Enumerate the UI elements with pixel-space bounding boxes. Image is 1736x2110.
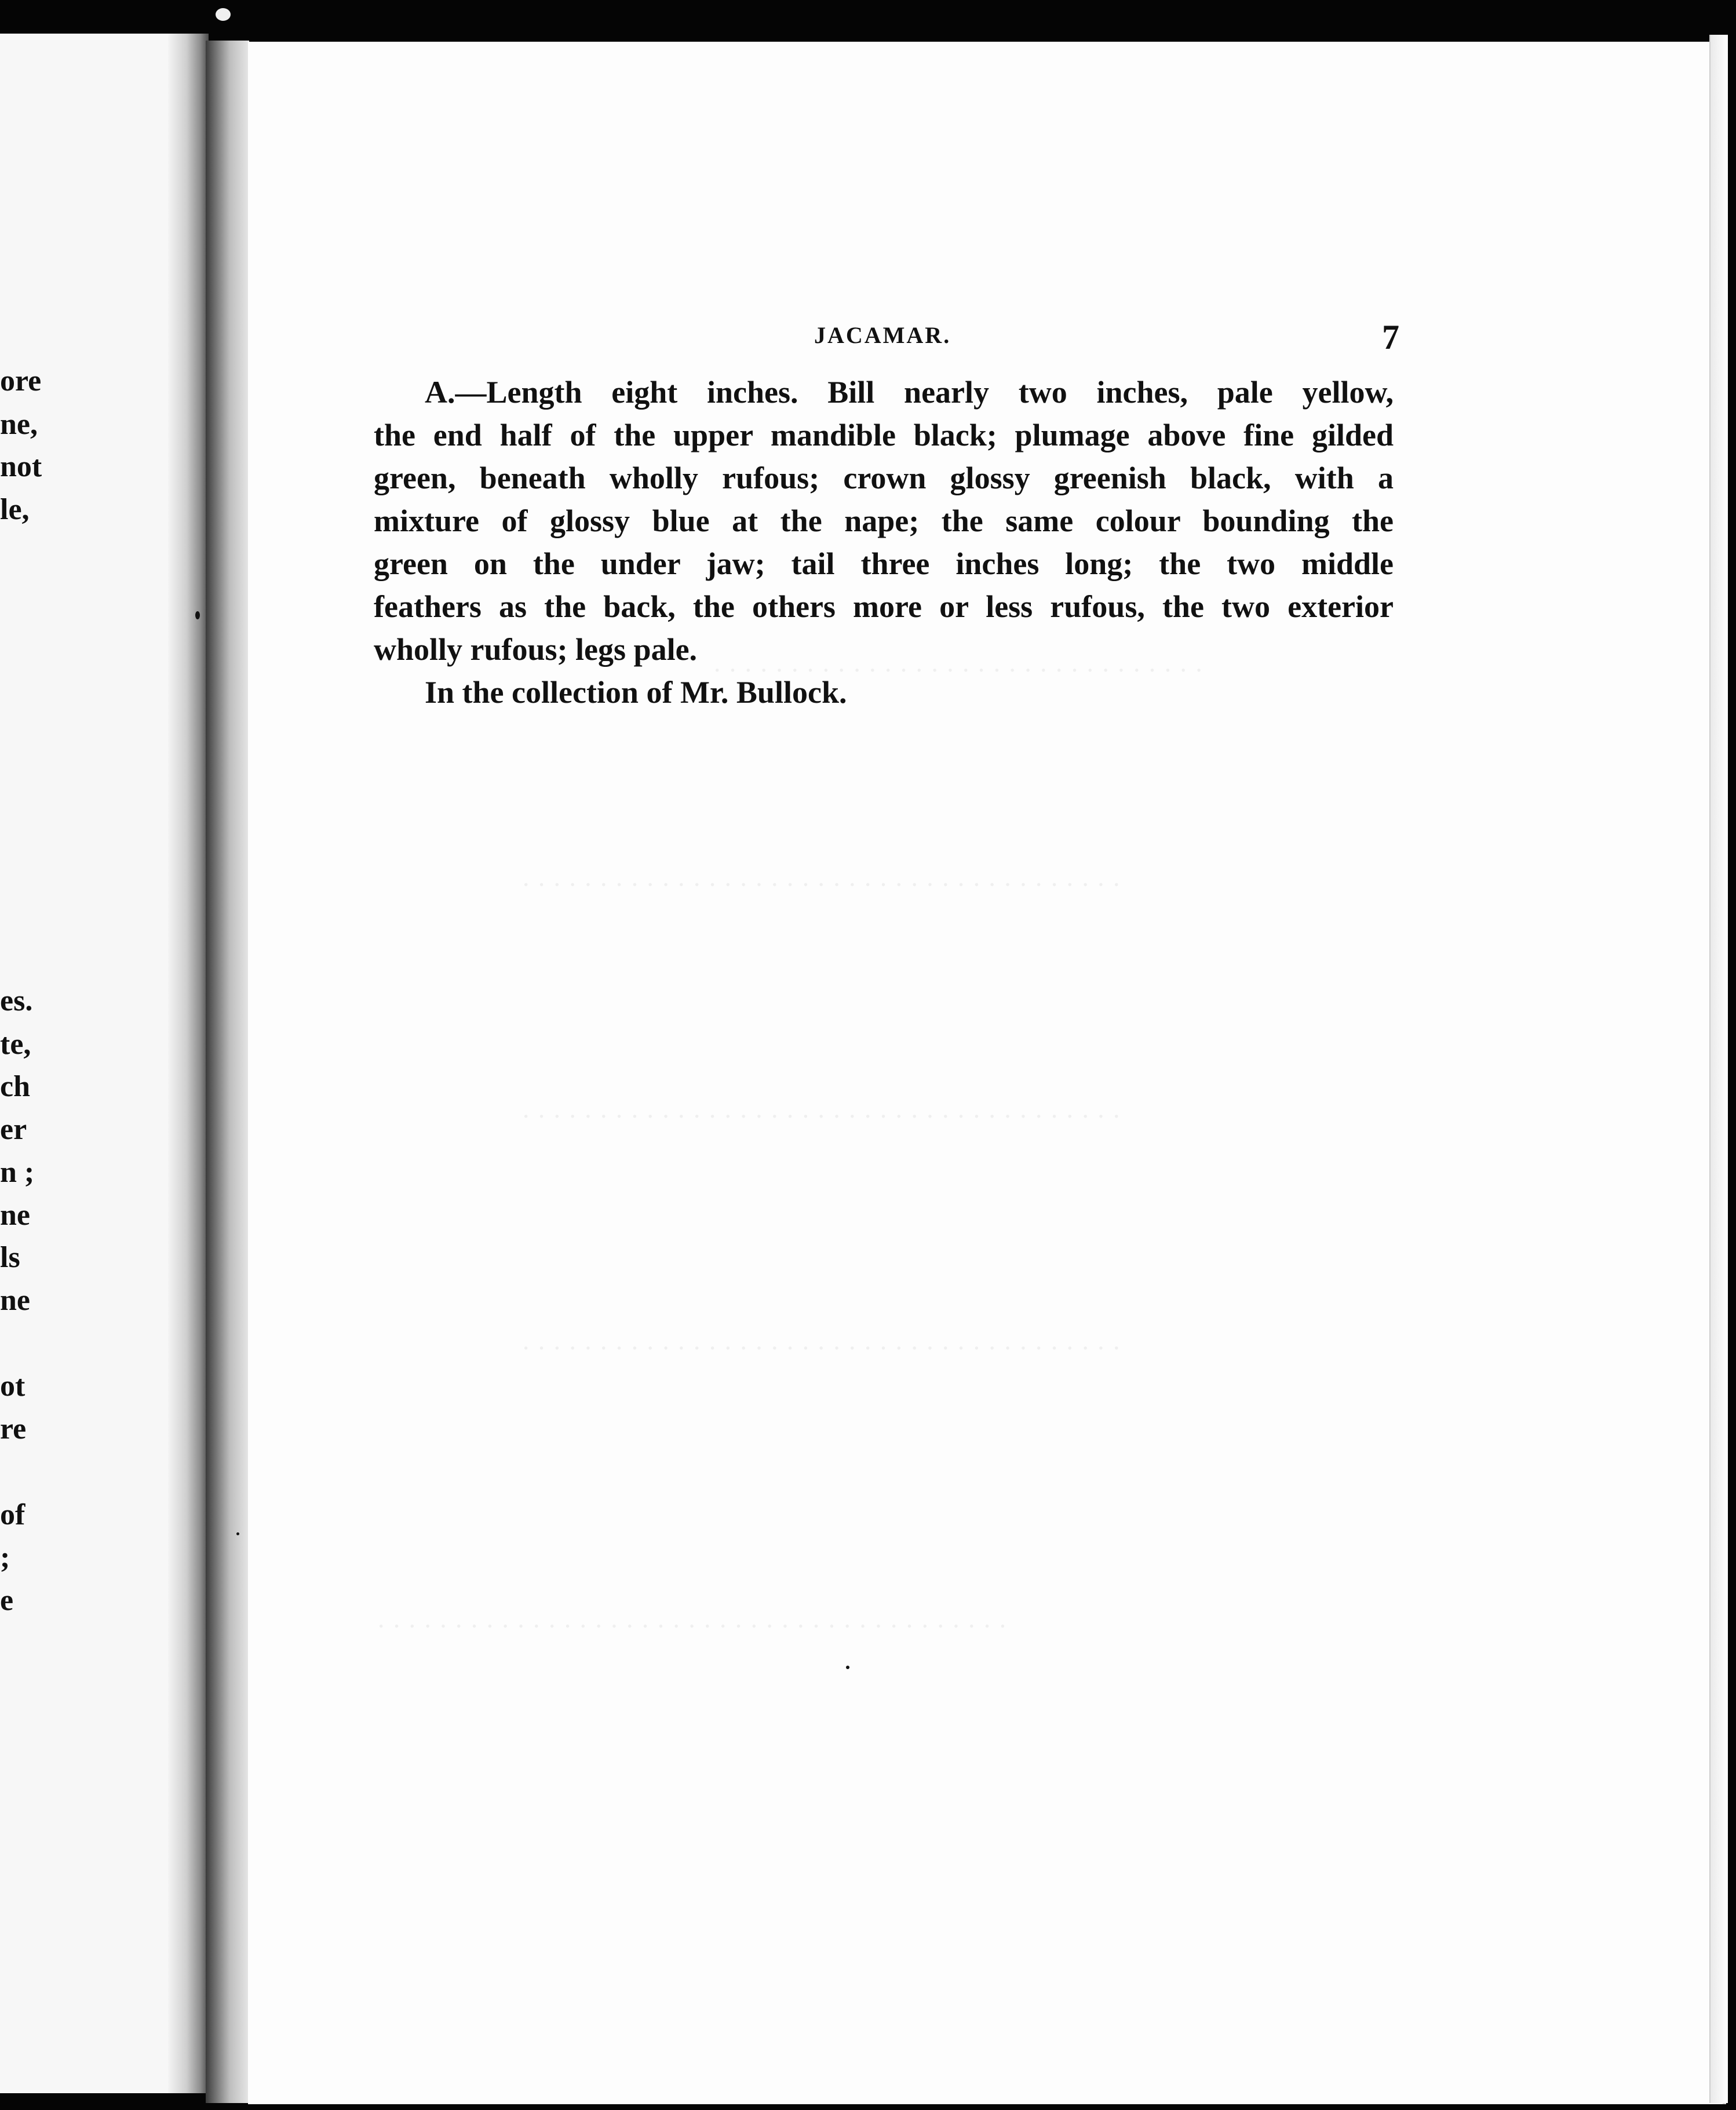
page-edge	[1709, 35, 1728, 2103]
text-line: feathers as the back, the others more or less rufous, the two exterior	[374, 589, 1394, 624]
left-page-fragment: ne	[0, 1199, 30, 1232]
right-page	[248, 42, 1723, 2104]
book-gutter	[206, 41, 249, 2103]
running-head: JACAMAR.	[814, 322, 951, 348]
bleed-through: · · · · · · · · · · · · · · · · · · · · · · · · · · · · · · · · · · · · · · · · ·	[377, 1611, 1008, 1641]
bleed-through: · · · · · · · · · · · · · · · · · · · · · · · · · · · · · · · · · · · · · · ·	[521, 1101, 1121, 1131]
text-line: green, beneath wholly rufous; crown glossy greenish black, with a	[374, 461, 1394, 495]
body-text	[374, 371, 1394, 714]
left-page-fragment: re	[0, 1412, 27, 1445]
left-page-fragment: er	[0, 1113, 27, 1146]
collection-note: In the collection of Mr. Bullock.	[425, 675, 847, 710]
left-page-fragment: te,	[0, 1028, 31, 1061]
bleed-through: · · · · · · · · · · · · · · · · · · · · · · · · · · · · · · · ·	[713, 655, 1203, 685]
left-page-fragment: ls	[0, 1241, 20, 1274]
speck	[236, 1532, 239, 1535]
left-page-fragment: le,	[0, 493, 30, 526]
left-page-fragment: ore	[0, 364, 42, 397]
speck	[216, 8, 231, 21]
left-page-gutter-shadow	[168, 34, 209, 2093]
left-page-fragment: e	[0, 1584, 14, 1617]
left-page-fragment: ch	[0, 1070, 30, 1103]
text-line: mixture of glossy blue at the nape; the same colour bounding the	[374, 503, 1394, 538]
left-page-fragment: n ;	[0, 1156, 35, 1189]
speck	[195, 611, 200, 619]
left-page-fragment: ne,	[0, 408, 38, 441]
text-line: green on the under jaw; tail three inches long; the two middle	[374, 546, 1394, 581]
left-page-fragment: ne	[0, 1284, 30, 1317]
text-line: A.—Length eight inches. Bill nearly two inches, pale yellow,	[425, 375, 1394, 410]
text-line: the end half of the upper mandible black; plumage above fine gilded	[374, 418, 1394, 452]
left-page-fragment: not	[0, 450, 42, 483]
speck	[846, 1666, 849, 1669]
bleed-through: · · · · · · · · · · · · · · · · · · · · · · · · · · · · · · · · · · · · · · ·	[521, 870, 1121, 899]
left-page-fragment: ;	[0, 1541, 10, 1574]
left-page-fragment: es.	[0, 984, 33, 1017]
left-page-fragment: of	[0, 1498, 25, 1531]
left-page	[0, 34, 209, 2093]
text-line: wholly rufous; legs pale.	[374, 632, 698, 667]
left-page-fragment: ot	[0, 1370, 25, 1403]
bleed-through: · · · · · · · · · · · · · · · · · · · · · · · · · · · · · · · · · · · · · · ·	[521, 1333, 1121, 1363]
page-number: 7	[1382, 318, 1399, 356]
